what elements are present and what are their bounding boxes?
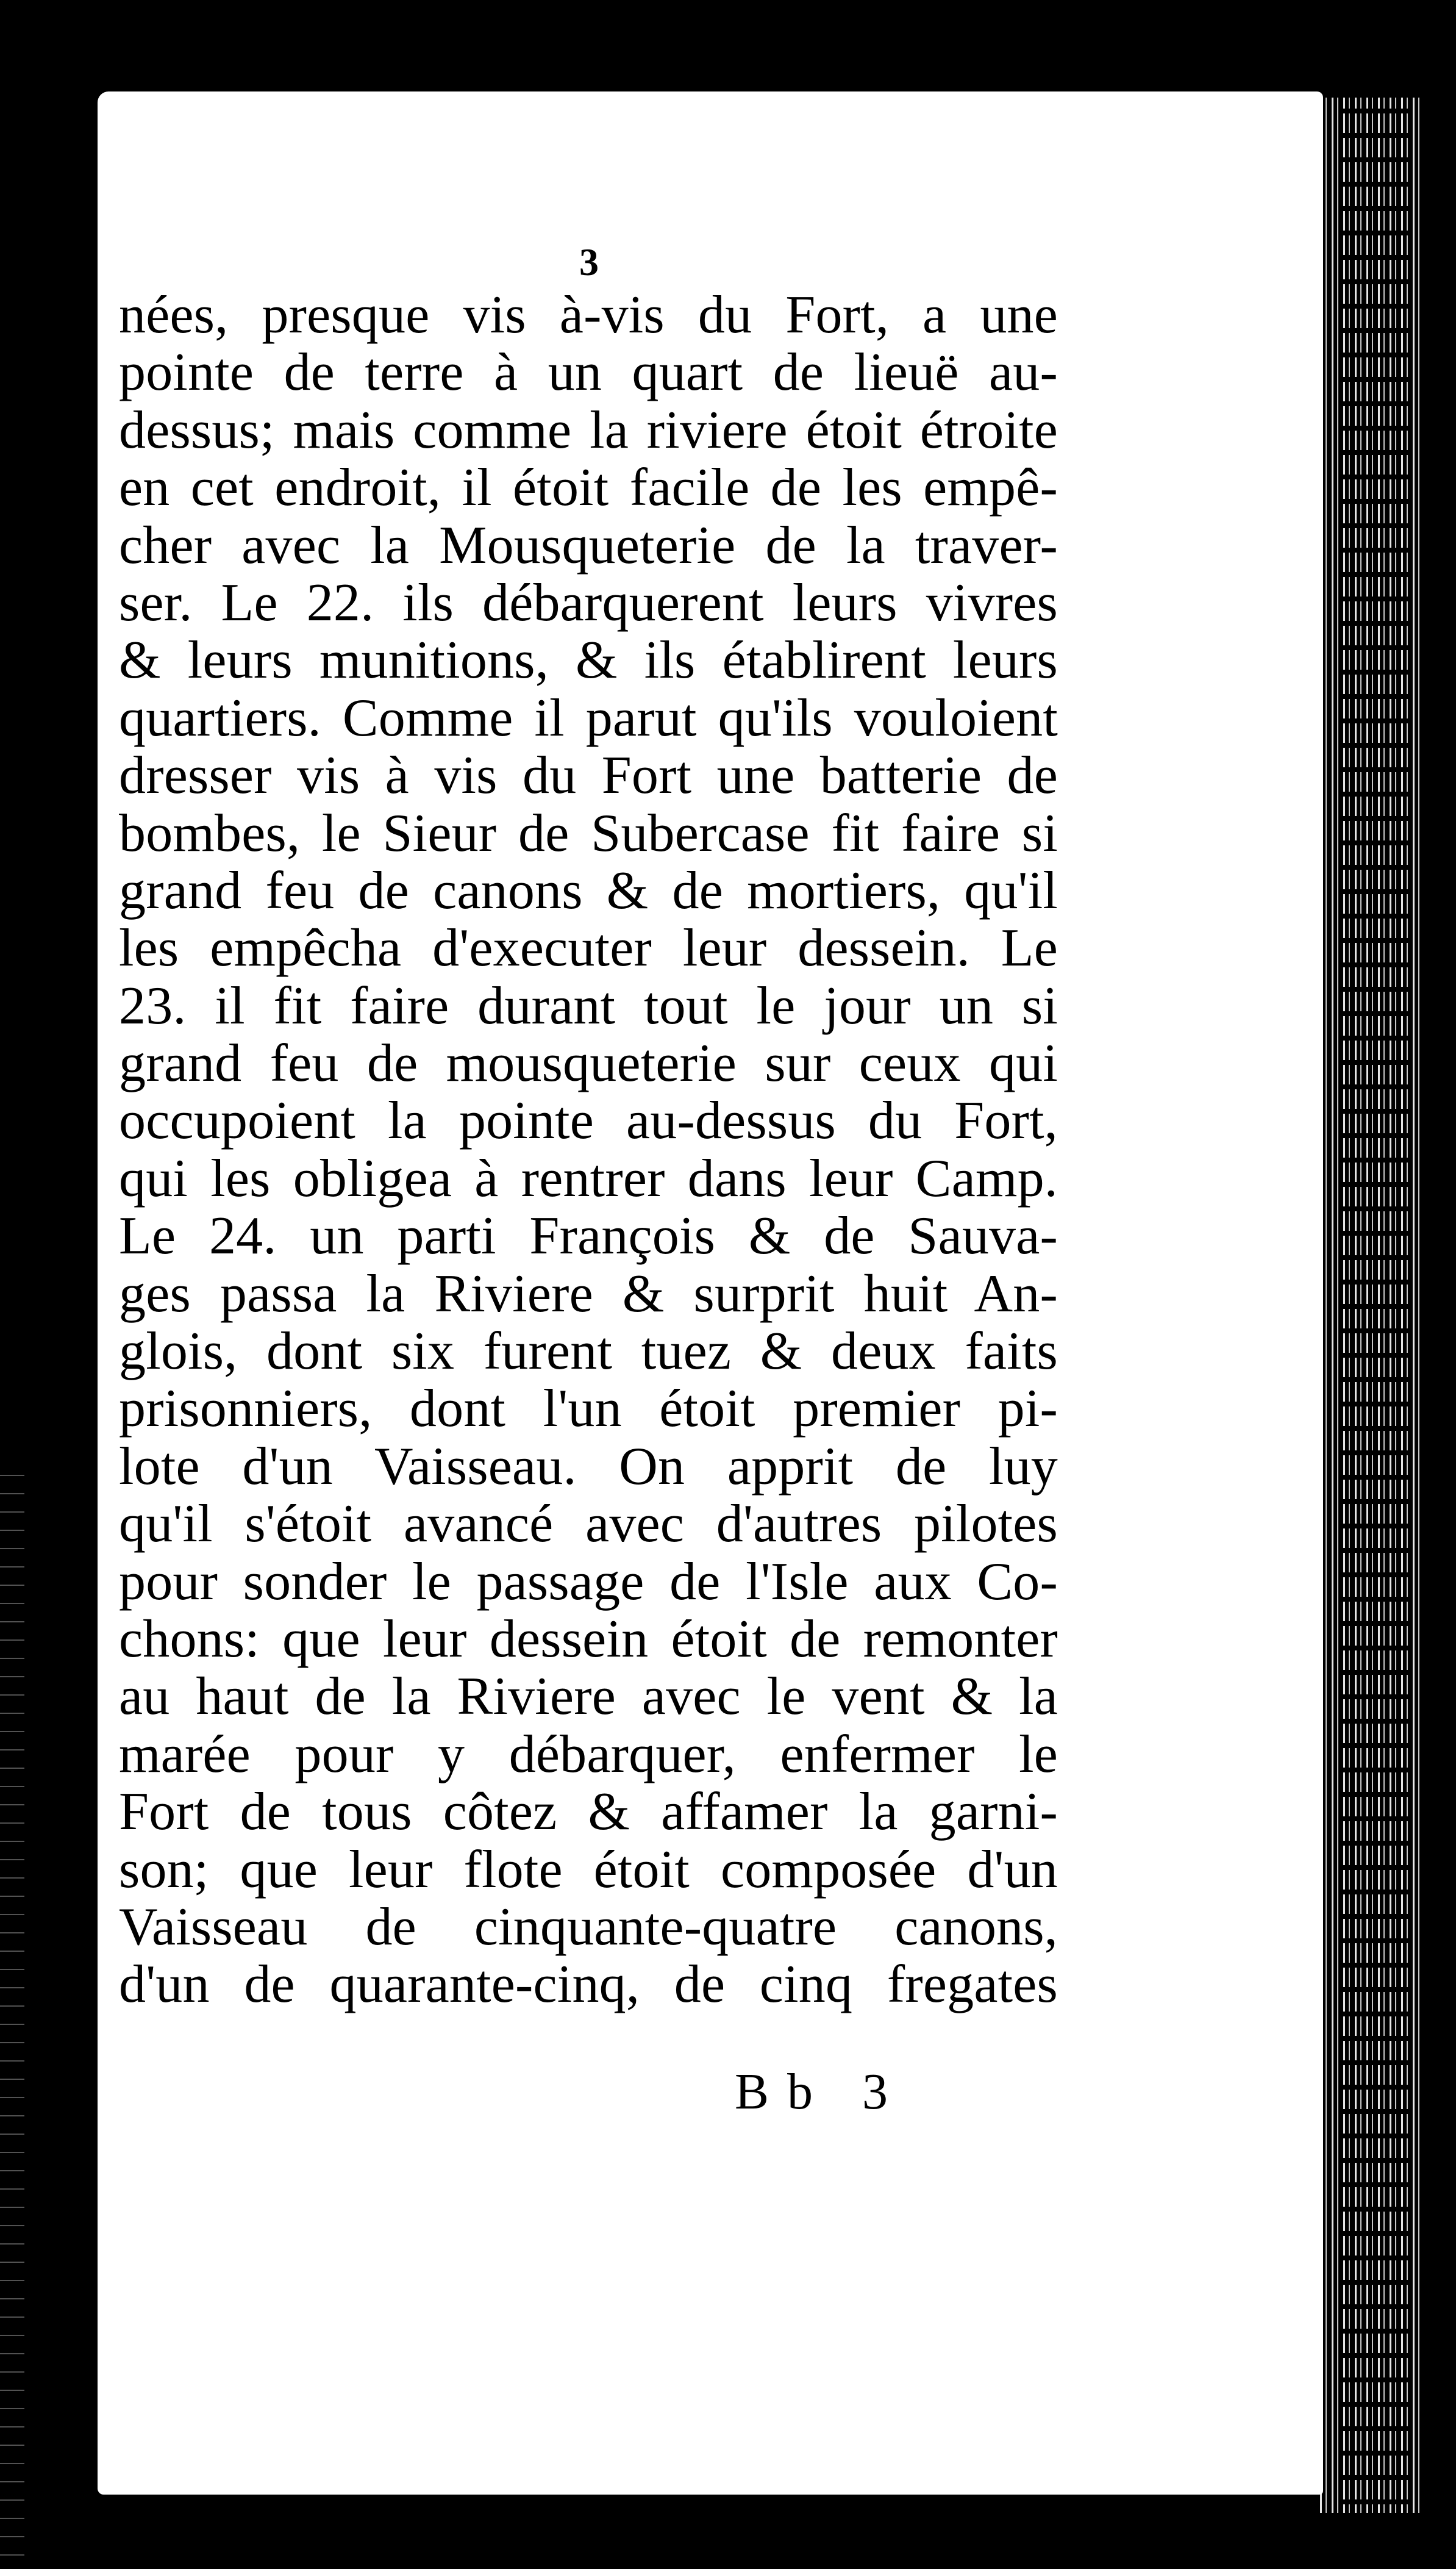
text-line: dresser vis à vis du Fort une batterie de xyxy=(119,746,1058,806)
text-line: Le 24. un parti François & de Sauva- xyxy=(119,1206,1058,1266)
scan-edge-noise xyxy=(0,1464,24,2562)
text-line: au haut de la Riviere avec le vent & la xyxy=(119,1667,1058,1727)
text-line: d'un de quarante-cinq, de cinq fregates xyxy=(119,1955,1058,2015)
text-line: son; que leur flote étoit composée d'un xyxy=(119,1840,1058,1899)
text-line: cher avec la Mousqueterie de la traver- xyxy=(119,515,1058,575)
text-line: pour sonder le passage de l'Isle aux Co- xyxy=(119,1552,1058,1611)
signature-mark: Bb 3 xyxy=(735,2063,907,2120)
text-line: bombes, le Sieur de Subercase fit faire si xyxy=(119,803,1058,863)
text-line: ges passa la Riviere & surprit huit An- xyxy=(119,1264,1058,1324)
text-line: nées, presque vis à-vis du Fort, a une xyxy=(119,285,1058,345)
body-text xyxy=(119,287,1058,2014)
text-line: grand feu de canons & de mortiers, qu'il xyxy=(119,861,1058,920)
text-line: pointe de terre à un quart de lieuë au- xyxy=(119,343,1058,403)
text-line: qu'il s'étoit avancé avec d'autres pilotes xyxy=(119,1494,1058,1554)
text-line: quartiers. Comme il parut qu'ils vouloient xyxy=(119,688,1058,748)
text-line: les empêcha d'executer leur dessein. Le xyxy=(119,919,1058,978)
text-line: ser. Le 22. ils débarquerent leurs vivres xyxy=(119,573,1058,632)
text-line: grand feu de mousqueterie sur ceux qui xyxy=(119,1034,1058,1094)
text-line: en cet endroit, il étoit facile de les empê- xyxy=(119,458,1058,518)
text-line: chons: que leur dessein étoit de remonter xyxy=(119,1609,1058,1669)
text-line: marée pour y débarquer, enfermer le xyxy=(119,1724,1058,1784)
text-line: glois, dont six furent tuez & deux faits xyxy=(119,1322,1058,1381)
text-line: Vaisseau de cinquante-quatre canons, xyxy=(119,1897,1058,1957)
text-line: prisonniers, dont l'un étoit premier pi- xyxy=(119,1379,1058,1439)
text-line: 23. il fit faire durant tout le jour un si xyxy=(119,976,1058,1036)
text-line: & leurs munitions, & ils établirent leurs xyxy=(119,631,1058,690)
page-number: 3 xyxy=(579,240,599,284)
text-line: qui les obligea à rentrer dans leur Camp. xyxy=(119,1148,1058,1208)
text-line: occupoient la pointe au-dessus du Fort, xyxy=(119,1091,1058,1151)
text-line: Fort de tous côtez & affamer la garni- xyxy=(119,1782,1058,1842)
text-line: lote d'un Vaisseau. On apprit de luy xyxy=(119,1436,1058,1496)
text-line: dessus; mais comme la riviere étoit étroite xyxy=(119,400,1058,460)
page-edge-shadow xyxy=(1338,104,1411,2513)
